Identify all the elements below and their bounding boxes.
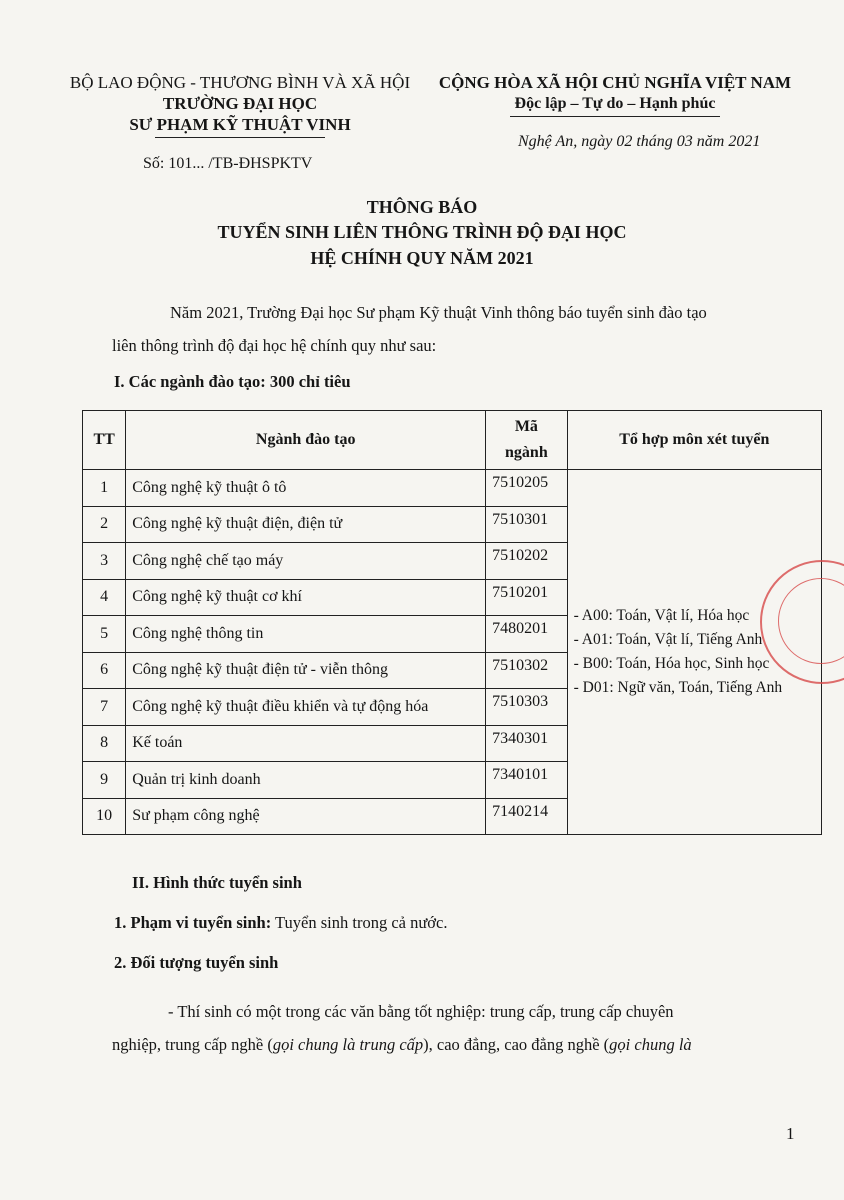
eligibility-line2-italic1: gọi chung là trung cấp <box>272 1035 424 1054</box>
row-major-name: Công nghệ kỹ thuật ô tô <box>126 470 486 507</box>
motto: Độc lập – Tự do – Hạnh phúc <box>514 95 716 112</box>
eligibility-line2-italic2: gọi chung là <box>609 1035 692 1054</box>
scope-text: Tuyển sinh trong cả nước. <box>271 913 448 932</box>
title-line2: TUYỂN SINH LIÊN THÔNG TRÌNH ĐỘ ĐẠI HỌC <box>217 222 627 242</box>
header-left <box>60 72 420 138</box>
row-major-name: Quản trị kinh doanh <box>126 762 486 799</box>
scope-line <box>114 913 447 933</box>
header-left-underline <box>155 137 325 138</box>
row-tt: 7 <box>83 689 126 726</box>
scope-label: 1. Phạm vi tuyển sinh: <box>114 913 272 932</box>
section2-heading: II. Hình thức tuyển sinh <box>132 873 302 892</box>
row-tt: 3 <box>83 543 126 580</box>
place-date: Nghệ An, ngày 02 tháng 03 năm 2021 <box>518 133 761 150</box>
header-tt: TT <box>83 411 126 470</box>
row-tt: 10 <box>83 798 126 835</box>
row-major-name: Công nghệ thông tin <box>126 616 486 653</box>
row-code: 7510301 <box>486 506 567 543</box>
header-code-line1: Mã <box>514 418 538 435</box>
school-name-line1: TRƯỜNG ĐẠI HỌC <box>162 94 318 113</box>
row-code: 7510202 <box>486 543 567 580</box>
header-code <box>486 411 567 470</box>
majors-table <box>82 410 822 835</box>
combo-b00: - B00: Toán, Hóa học, Sinh học <box>573 655 770 672</box>
intro-line1: Năm 2021, Trường Đại học Sư phạm Kỹ thuật Vinh thông báo tuyển sinh đào tạo <box>170 303 707 322</box>
row-major-name: Sư phạm công nghệ <box>126 798 486 835</box>
header-right <box>430 72 800 117</box>
combo-a00: - A00: Toán, Vật lí, Hóa học <box>573 607 750 624</box>
eligibility-heading: 2. Đối tượng tuyển sinh <box>114 953 279 972</box>
row-major-name: Công nghệ kỹ thuật cơ khí <box>126 579 486 616</box>
document-number: Số: 101... /TB-ĐHSPKTV <box>143 155 313 172</box>
section1-heading: I. Các ngành đào tạo: 300 chỉ tiêu <box>114 372 351 391</box>
row-code: 7510302 <box>486 652 567 689</box>
combo-a01: - A01: Toán, Vật lí, Tiếng Anh <box>573 631 763 648</box>
row-code: 7480201 <box>486 616 567 653</box>
eligibility-line1: - Thí sinh có một trong các văn bằng tốt nghiệp: trung cấp, trung cấp chuyên <box>168 1002 674 1021</box>
page-number: 1 <box>786 1124 795 1143</box>
country-name: CỘNG HÒA XÃ HỘI CHỦ NGHĨA VIỆT NAM <box>438 73 792 92</box>
eligibility-line2-part2: ), cao đẳng, cao đẳng nghề ( <box>423 1035 610 1054</box>
school-seal-inner-ring <box>778 578 844 664</box>
row-major-name: Kế toán <box>126 725 486 762</box>
row-tt: 1 <box>83 470 126 507</box>
title-line3: HỆ CHÍNH QUY NĂM 2021 <box>310 248 534 268</box>
header-major-name: Ngành đào tạo <box>126 411 486 470</box>
row-tt: 6 <box>83 652 126 689</box>
table-row <box>83 470 822 507</box>
table-header-row <box>83 411 822 470</box>
intro-line2: liên thông trình độ đại học hệ chính quy như sau: <box>112 336 437 355</box>
eligibility-line2 <box>112 1028 802 1061</box>
row-code: 7510201 <box>486 579 567 616</box>
row-major-name: Công nghệ kỹ thuật điện, điện tử <box>126 506 486 543</box>
row-tt: 2 <box>83 506 126 543</box>
row-tt: 8 <box>83 725 126 762</box>
row-code: 7510303 <box>486 689 567 726</box>
row-major-name: Công nghệ kỹ thuật điện tử - viễn thông <box>126 652 486 689</box>
row-code: 7510205 <box>486 470 567 507</box>
header-code-line2: ngành <box>505 444 548 461</box>
row-major-name: Công nghệ kỹ thuật điều khiển và tự động hóa <box>126 689 486 726</box>
eligibility-line2-part1: nghiệp, trung cấp nghề ( <box>112 1035 273 1054</box>
row-code: 7340101 <box>486 762 567 799</box>
school-name-line2: SƯ PHẠM KỸ THUẬT VINH <box>129 115 351 134</box>
ministry-name: BỘ LAO ĐỘNG - THƯƠNG BÌNH VÀ XÃ HỘI <box>69 73 411 92</box>
header-combo: Tổ hợp môn xét tuyển <box>567 411 821 470</box>
row-code: 7340301 <box>486 725 567 762</box>
row-code: 7140214 <box>486 798 567 835</box>
row-tt: 9 <box>83 762 126 799</box>
row-major-name: Công nghệ chế tạo máy <box>126 543 486 580</box>
header-right-underline <box>510 116 720 117</box>
title-line1: THÔNG BÁO <box>366 197 478 217</box>
row-tt: 4 <box>83 579 126 616</box>
row-tt: 5 <box>83 616 126 653</box>
combo-d01: - D01: Ngữ văn, Toán, Tiếng Anh <box>573 679 783 696</box>
